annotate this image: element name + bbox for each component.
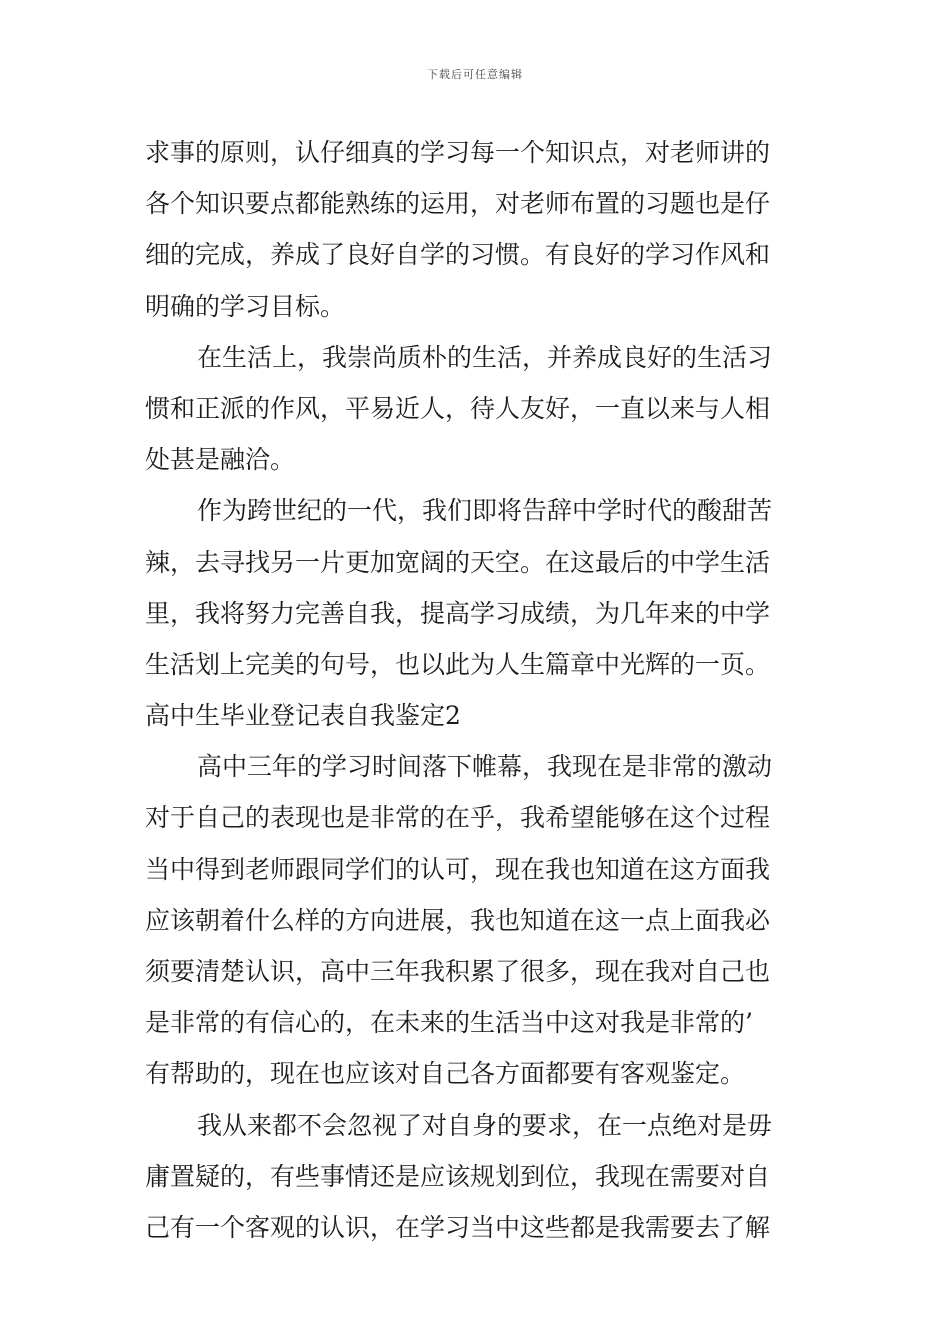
paragraph-first-line: 我从来都不会忽视了对自身的要求，在一点绝对是毋	[197, 1110, 773, 1140]
paragraph-first-line: 在生活上，我崇尚质朴的生活，并养成良好的生活习	[197, 342, 773, 372]
text-line: 应该朝着什么样的方向进展，我也知道在这一点上面我必	[145, 905, 771, 935]
text-line: 各个知识要点都能熟练的运用，对老师布置的习题也是仔	[145, 189, 771, 219]
text-line: 明确的学习目标。	[145, 291, 346, 321]
text-line: 细的完成，养成了良好自学的习惯。有良好的学习作风和	[145, 240, 771, 270]
text-line: 有帮助的，现在也应该对自己各方面都要有客观鉴定。	[145, 1059, 746, 1089]
text-line: 生活划上完美的句号，也以此为人生篇章中光辉的一页。	[145, 649, 771, 679]
text-line: 当中得到老师跟同学们的认可，现在我也知道在这方面我	[145, 854, 771, 884]
paragraph-first-line: 高中三年的学习时间落下帷幕，我现在是非常的激动	[197, 752, 773, 782]
text-line: 处甚是融洽。	[145, 445, 296, 475]
text-line: 须要清楚认识，高中三年我积累了很多，现在我对自己也	[145, 957, 771, 986]
text-line: 惯和正派的作风，平易近人，待人友好，一直以来与人相	[145, 393, 771, 423]
page-header: 下载后可任意编辑	[427, 68, 523, 81]
document-body	[145, 127, 815, 1253]
text-line: 辣，去寻找另一片更加宽阔的天空。在这最后的中学生活	[145, 547, 771, 577]
text-line: 里，我将努力完善自我，提高学习成绩，为几年来的中学	[145, 598, 771, 628]
text-line: 己有一个客观的认识，在学习当中这些都是我需要去了解	[145, 1212, 771, 1242]
text-line: 庸置疑的，有些事情还是应该规划到位，我现在需要对自	[145, 1161, 771, 1191]
text-line: 是非常的有信心的，在未来的生活当中这对我是非常的’	[145, 1008, 753, 1038]
paragraph-first-line: 作为跨世纪的一代，我们即将告辞中学时代的酸甜苦	[197, 496, 773, 526]
text-line: 求事的原则，认仔细真的学习每一个知识点，对老师讲的	[145, 138, 771, 167]
section-heading: 高中生毕业登记表自我鉴定2	[145, 701, 461, 731]
text-line: 对于自己的表现也是非常的在乎，我希望能够在这个过程	[145, 803, 771, 833]
